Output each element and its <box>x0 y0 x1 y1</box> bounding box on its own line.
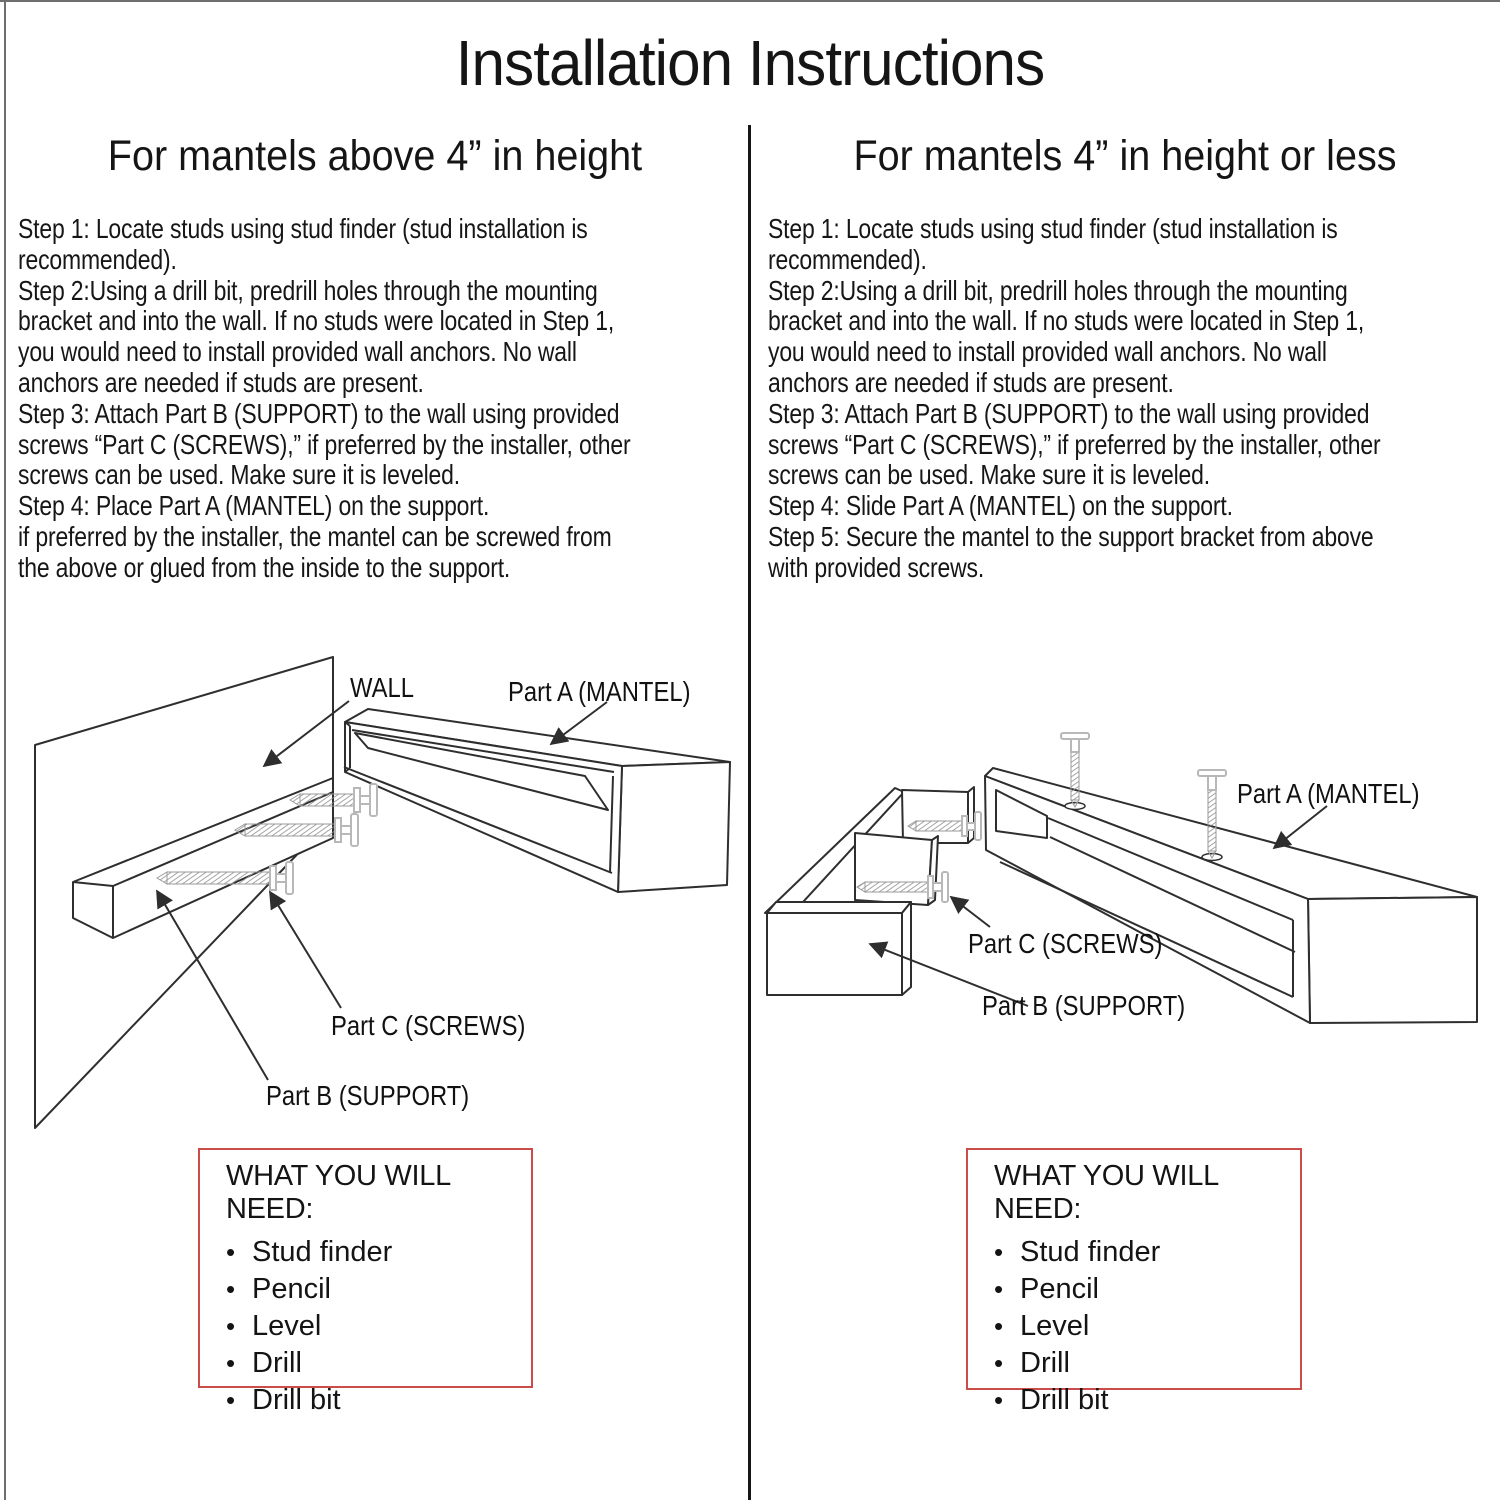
bullet-icon: • <box>226 1274 236 1304</box>
checklist-item: • Drill <box>226 1345 521 1382</box>
steps-line: Step 4: Slide Part A (MANTEL) on the support. <box>768 490 1233 522</box>
bullet-icon: • <box>994 1237 1004 1267</box>
bullet-icon: • <box>994 1274 1004 1304</box>
part-c-arrow <box>270 892 341 1008</box>
part-c-arrow <box>951 897 990 927</box>
diagram-left <box>0 640 750 1150</box>
steps-line: Step 3: Attach Part B (SUPPORT) to the wall using provided <box>18 397 620 429</box>
part-c-label: Part C (SCREWS) <box>331 1010 526 1041</box>
part-a-label: Part A (MANTEL) <box>508 676 691 707</box>
part-a-arrow <box>551 702 607 744</box>
steps-line: Step 4: Place Part A (MANTEL) on the support. <box>18 490 490 522</box>
checklist-heading: WHAT YOU WILL NEED: <box>994 1160 1218 1225</box>
steps-line: screws can be used. Make sure it is leveled. <box>768 459 1210 491</box>
page-title: Installation Instructions <box>455 27 1045 99</box>
steps-line: screws “Part C (SCREWS),” if preferred by the installer, other <box>768 428 1381 460</box>
page-border-top <box>0 0 1500 2</box>
steps-line: Step 5: Secure the mantel to the support bracket from above <box>768 520 1374 552</box>
steps-line: Step 2:Using a drill bit, predrill holes through the mounting <box>18 274 598 306</box>
checklist-item: • Stud finder <box>226 1234 521 1271</box>
bullet-icon: • <box>226 1237 236 1267</box>
steps-line: bracket and into the wall. If no studs were located in Step 1, <box>18 305 615 337</box>
bullet-icon: • <box>226 1311 236 1341</box>
steps-line: Step 3: Attach Part B (SUPPORT) to the wall using provided <box>768 397 1370 429</box>
mantel-box <box>344 709 730 892</box>
checklist-item: • Pencil <box>226 1271 521 1308</box>
steps-line: anchors are needed if studs are present. <box>18 366 424 398</box>
bullet-icon: • <box>994 1311 1004 1341</box>
checklist-box-right <box>966 1148 1302 1416</box>
checklist-heading: WHAT YOU WILL NEED: <box>226 1160 450 1225</box>
checklist-item: • Pencil <box>994 1271 1290 1308</box>
part-b-label: Part B (SUPPORT) <box>982 990 1186 1021</box>
checklist-item: • Drill <box>994 1345 1290 1382</box>
checklist-item: • Level <box>226 1308 521 1345</box>
bullet-icon: • <box>994 1385 1004 1415</box>
bullet-icon: • <box>226 1348 236 1378</box>
checklist-item: • Drill bit <box>994 1382 1290 1419</box>
steps-line: recommended). <box>768 243 927 275</box>
checklist-item: • Stud finder <box>994 1234 1290 1271</box>
steps-line: anchors are needed if studs are present. <box>768 366 1174 398</box>
wall-label: WALL <box>350 672 414 703</box>
part-a-label: Part A (MANTEL) <box>1237 778 1420 809</box>
diagram-right <box>750 640 1500 1200</box>
steps-line: you would need to install provided wall anchors. No wall <box>18 336 577 368</box>
left-steps <box>18 214 630 584</box>
steps-line: Step 2:Using a drill bit, predrill holes through the mounting <box>768 274 1348 306</box>
steps-line: screws “Part C (SCREWS),” if preferred by the installer, other <box>18 428 631 460</box>
steps-line: Step 1: Locate studs using stud finder (stud installation is <box>768 213 1338 244</box>
part-b-label: Part B (SUPPORT) <box>266 1080 470 1111</box>
steps-line: bracket and into the wall. If no studs were located in Step 1, <box>768 305 1365 337</box>
steps-line: screws can be used. Make sure it is leveled. <box>18 459 460 491</box>
bullet-icon: • <box>226 1385 236 1415</box>
part-a-arrow <box>1274 806 1327 848</box>
steps-line: with provided screws. <box>768 551 985 583</box>
steps-line: you would need to install provided wall anchors. No wall <box>768 336 1327 368</box>
steps-line: if preferred by the installer, the mantel can be screwed from <box>18 520 612 552</box>
checklist-item: • Drill bit <box>226 1382 521 1419</box>
right-steps <box>768 214 1380 584</box>
bullet-icon: • <box>994 1348 1004 1378</box>
right-column-heading: For mantels 4” in height or less <box>853 132 1397 180</box>
steps-line: recommended). <box>18 243 177 275</box>
part-c-label: Part C (SCREWS) <box>968 928 1163 959</box>
steps-line: the above or glued from the inside to the support. <box>18 551 511 583</box>
steps-line: Step 1: Locate studs using stud finder (stud installation is <box>18 213 588 244</box>
checklist-box-left <box>198 1148 533 1416</box>
checklist-item: • Level <box>994 1308 1290 1345</box>
left-column-heading: For mantels above 4” in height <box>107 132 643 180</box>
